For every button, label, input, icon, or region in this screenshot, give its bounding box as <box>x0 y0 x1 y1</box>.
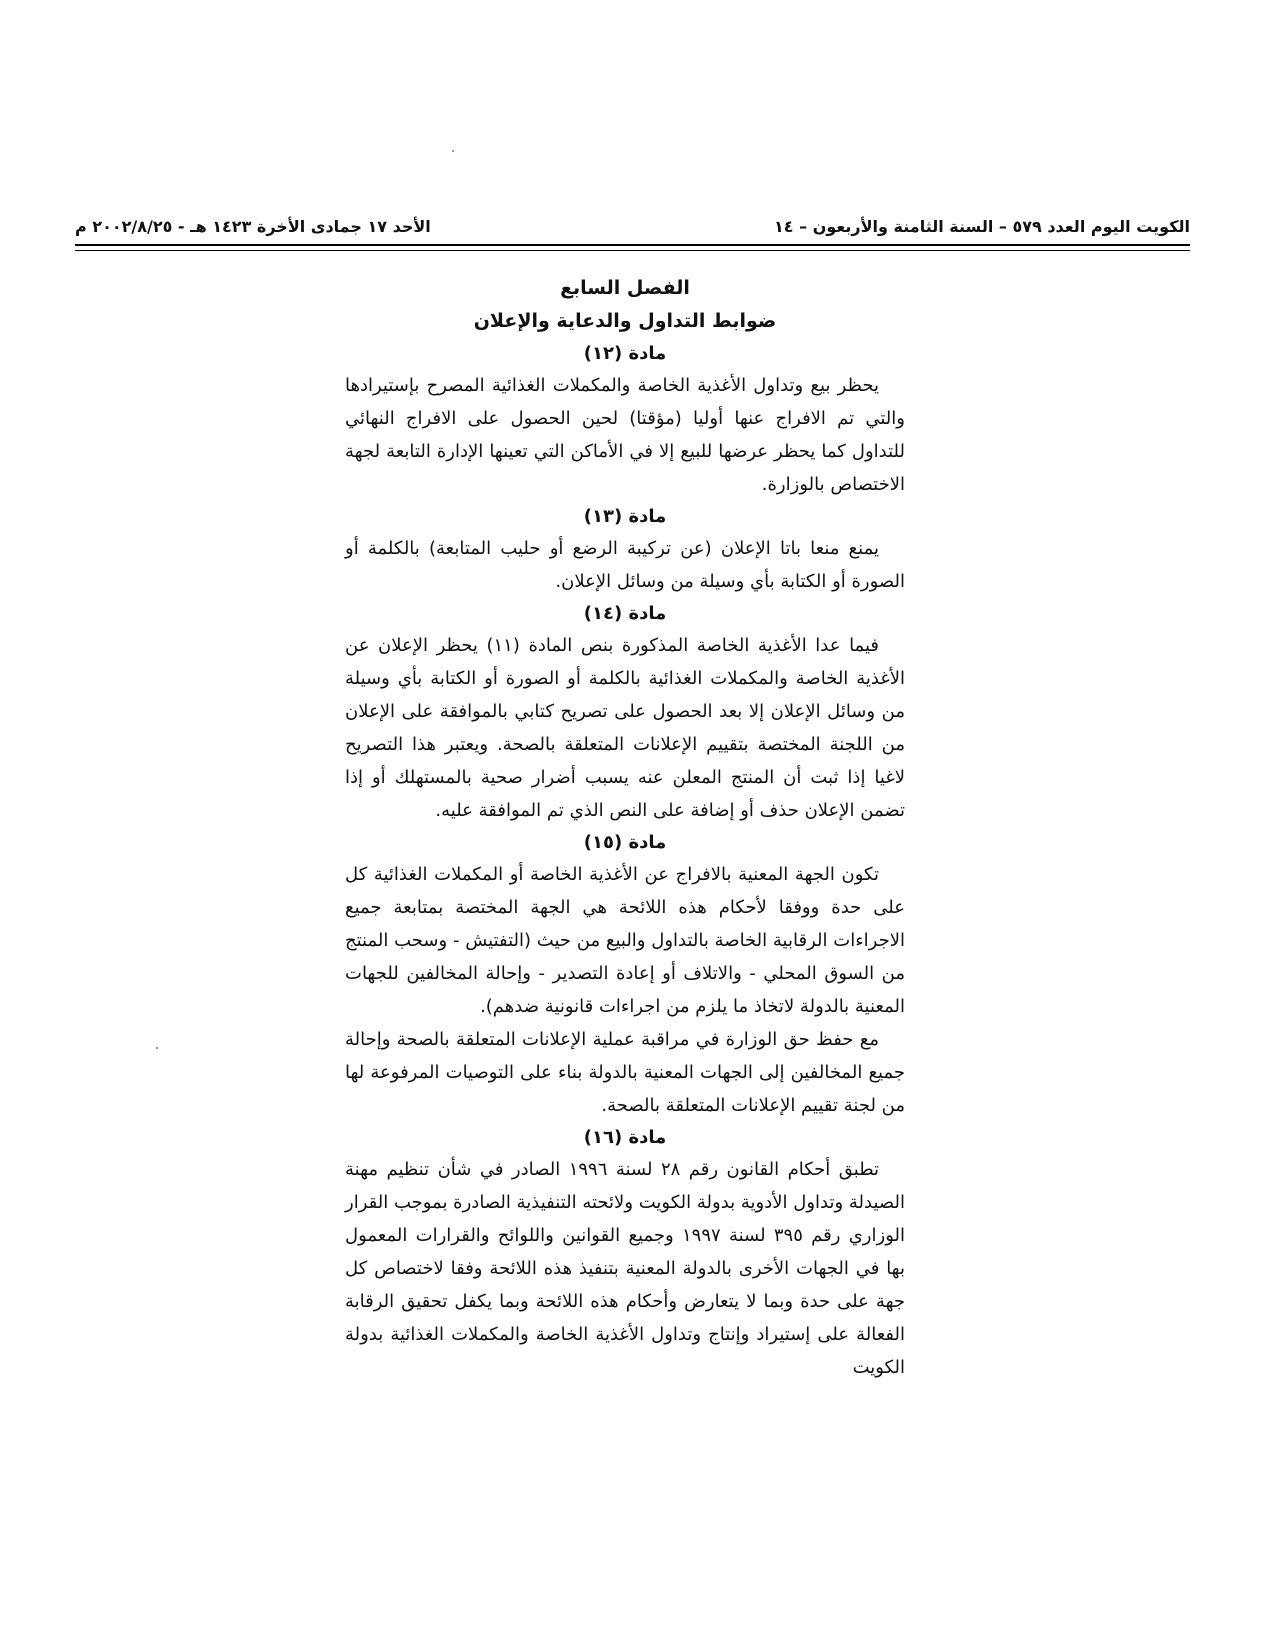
chapter-subtitle: ضوابط التداول والدعاية والإعلان <box>473 310 777 332</box>
article-paragraph: مع حفظ حق الوزارة في مراقبة عملية الإعلانات المتعلقة بالصحة وإحالة جميع المخالفين إلى الجهات المعنية بالدولة بناء على التوصيات المرفوعة لها من لجنة تقييم الإعلانات المتعلقة بالصحة. <box>345 1029 905 1116</box>
header-rule <box>75 244 1190 246</box>
scan-speck <box>156 1047 158 1049</box>
chapter-title: الفصل السابع <box>560 277 690 299</box>
header-rule-thin <box>75 250 1190 251</box>
article-heading: مادة (١٦) <box>583 1127 667 1148</box>
article-paragraph: تكون الجهة المعنية بالافراج عن الأغذية الخاصة أو المكملات الغذائية كل على حدة ووفقا لأحكام هذه اللائحة هي الجهة المختصة بمتابعة جميع الاجراءات الرقابية الخاصة بالتداول والبيع من حيث (التفتيش - وسحب المنتج من السوق المحلي - والاتلاف أو إعادة التصدير - وإحالة المخالفين للجهات المعنية بالدولة لاتخاذ ما يلزم من اجراءات قانونية ضدهم). <box>345 864 905 1017</box>
article-paragraph: يحظر بيع وتداول الأغذية الخاصة والمكملات الغذائية المصرح بإستيرادها والتي تم الافراج عنها أوليا (مؤقتا) لحين الحصول على الافراج النهائي للتداول كما يحظر عرضها للبيع إلا في الأماكن التي تعينها الإدارة التابعة لجهة الاختصاص بالوزارة. <box>345 375 905 495</box>
article-heading: مادة (١٣) <box>583 506 667 527</box>
article-heading: مادة (١٥) <box>583 832 667 853</box>
header-date: الأحد ١٧ جمادى الأخرة ١٤٢٣ هـ - ٢٠٠٢/٨/٢٥ م <box>75 216 431 236</box>
article-paragraph: تطبق أحكام القانون رقم ٢٨ لسنة ١٩٩٦ الصادر في شأن تنظيم مهنة الصيدلة وتداول الأدوية بدولة الكويت ولائحته التنفيذية الصادرة بموجب القرار الوزاري رقم ٣٩٥ لسنة ١٩٩٧ وجميع القوانين واللوائح والقرارات المعمول بها في الجهات الأخرى بالدولة المعنية بتنفيذ هذه اللائحة وفقا لاختصاص كل جهة على حدة وبما لا يتعارض وأحكام هذه اللائحة وبما يكفل تحقيق الرقابة الفعالة على إستيراد وإنتاج وتداول الأغذية الخاصة والمكملات الغذائية بدولة الكويت <box>345 1159 905 1378</box>
article-heading: مادة (١٢) <box>583 343 667 364</box>
scan-speck <box>452 150 454 152</box>
document-body <box>345 272 905 1384</box>
header-publication: الكويت اليوم العدد ٥٧٩ – السنة الثامنة والأربعون – ١٤ <box>774 216 1190 236</box>
article-paragraph: فيما عدا الأغذية الخاصة المذكورة بنص المادة (١١) يحظر الإعلان عن الأغذية الخاصة والمكملات الغذائية بالكلمة أو الصورة أو الكتابة بأي وسيلة من وسائل الإعلان إلا بعد الحصول على تصريح كتابي بالموافقة على الإعلان من اللجنة المختصة بتقييم الإعلانات المتعلقة بالصحة. ويعتبر هذا التصريح لاغيا إذا ثبت أن المنتج المعلن عنه يسبب أضرار صحية بالمستهلك أو إذا تضمن الإعلان حذف أو إضافة على النص الذي تم الموافقة عليه. <box>345 635 905 821</box>
article-heading: مادة (١٤) <box>583 603 667 624</box>
page-header <box>75 210 1190 242</box>
article-paragraph: يمنع منعا باتا الإعلان (عن تركيبة الرضع أو حليب المتابعة) بالكلمة أو الصورة أو الكتابة بأي وسيلة من وسائل الإعلان. <box>345 538 905 592</box>
